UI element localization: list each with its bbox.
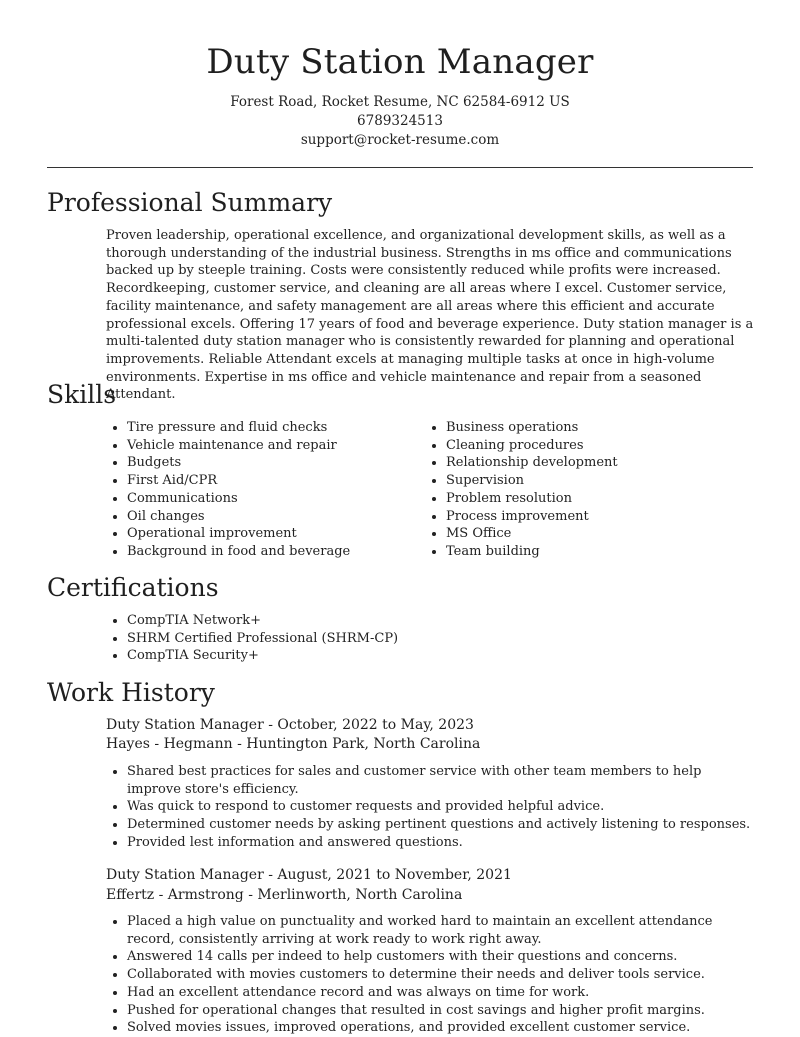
contact-address: Forest Road, Rocket Resume, NC 62584-6912 US (230, 94, 570, 110)
list-item: • Determined customer needs by asking pertinent questions and actively listening to responses. (127, 816, 754, 834)
list-item: • Pushed for operational changes that resulted in cost savings and higher profit margins. (127, 1002, 754, 1020)
header-divider (47, 167, 753, 168)
list-item: • Collaborated with movies customers to determine their needs and deliver tools service. (127, 966, 754, 984)
list-item: • Operational improvement (127, 525, 417, 543)
section-title-work-history: Work History (47, 678, 215, 707)
summary-text: Proven leadership, operational excellence, and organizational development skills, as well as a thorough understanding of the industrial business. Strengths in ms office and communications backed up by steeple training. Costs were consistently reduced while profits were increased. Recordkeeping, customer service, and cleaning are all areas where I excel. Customer service, facility maintenance, and safety management are all areas where this efficient and accurate professional excels. Offering 17 years of food and beverage experience. Duty station manager is a multi-talented duty station manager who is consistently rewarded for planning and operational improvements. Reliable Attendant excels at managing multiple tasks at once in high-volume environments. Expertise in ms office and vehicle maintenance and repair from a seasoned Attendant. (106, 228, 754, 403)
list-item: • Relationship development (446, 454, 746, 472)
list-item: • Team building (446, 543, 746, 561)
list-item: • Process improvement (446, 508, 746, 526)
list-item: • SHRM Certified Professional (SHRM-CP) (127, 630, 747, 648)
contact-email: support@rocket-resume.com (300, 132, 500, 148)
section-title-skills: Skills (47, 380, 117, 409)
list-item: • Answered 14 calls per indeed to help customers with their questions and concerns. (127, 948, 754, 966)
list-item: • Oil changes (127, 508, 417, 526)
list-item: • Vehicle maintenance and repair (127, 437, 417, 455)
list-item: • Provided lest information and answered questions. (127, 834, 754, 852)
list-item: • Communications (127, 490, 417, 508)
list-item: • Shared best practices for sales and customer service with other team members to help improve store's efficiency. (127, 763, 754, 798)
list-item: • Had an excellent attendance record and was always on time for work. (127, 984, 754, 1002)
list-item: • Budgets (127, 454, 417, 472)
job-bullets (106, 763, 754, 852)
job-title-line: Duty Station Manager - August, 2021 to November, 2021 (106, 867, 512, 883)
job-company-line: Effertz - Armstrong - Merlinworth, North Carolina (106, 887, 463, 903)
candidate-name: Duty Station Manager (206, 42, 594, 82)
certifications-list (106, 612, 747, 665)
list-item: • Background in food and beverage (127, 543, 417, 561)
job-bullets (106, 913, 754, 1037)
contact-phone: 6789324513 (357, 113, 443, 129)
job-company-line: Hayes - Hegmann - Huntington Park, North Carolina (106, 736, 481, 752)
list-item: • Tire pressure and fluid checks (127, 419, 417, 437)
list-item: • Problem resolution (446, 490, 746, 508)
skills-list-left (106, 419, 417, 561)
list-item: • Business operations (446, 419, 746, 437)
job-title-line: Duty Station Manager - October, 2022 to May, 2023 (106, 717, 474, 733)
list-item: • First Aid/CPR (127, 472, 417, 490)
list-item: • Was quick to respond to customer requests and provided helpful advice. (127, 798, 754, 816)
list-item: • CompTIA Security+ (127, 647, 747, 665)
section-title-summary: Professional Summary (47, 188, 333, 217)
list-item: • CompTIA Network+ (127, 612, 747, 630)
list-item: • Placed a high value on punctuality and worked hard to maintain an excellent attendance record, consistently arriving at work ready to work right away. (127, 913, 754, 948)
list-item: • Supervision (446, 472, 746, 490)
list-item: • Cleaning procedures (446, 437, 746, 455)
section-title-certifications: Certifications (47, 573, 219, 602)
list-item: • MS Office (446, 525, 746, 543)
skills-list-right (425, 419, 746, 561)
list-item: • Solved movies issues, improved operations, and provided excellent customer service. (127, 1019, 754, 1037)
